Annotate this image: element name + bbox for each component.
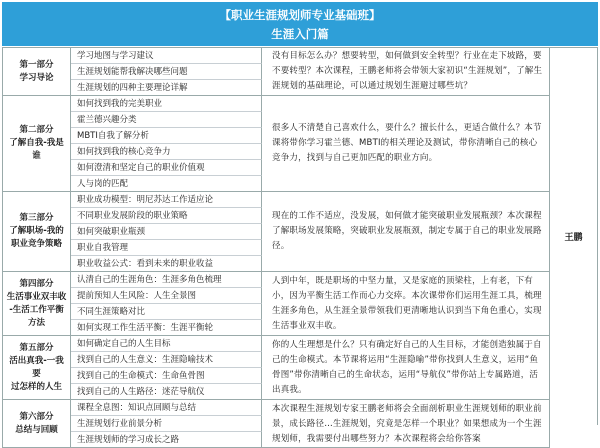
topic-item: 认清自己的生涯角色：生涯多角色梳理 bbox=[71, 272, 262, 288]
topic-item: 霍兰德兴趣分类 bbox=[71, 112, 262, 128]
topic-item: 找到自己的人生路径：迷茫导航仪 bbox=[71, 384, 262, 400]
part-4-label: 第四部分 生活事业双丰收 -生活工作平衡 方法 bbox=[2, 272, 71, 336]
part-1-label bbox=[2, 48, 71, 96]
part-5-label: 第五部分 活出真我-一我要 过怎样的人生 bbox=[2, 336, 71, 400]
course-subtitle: 生涯入门篇 bbox=[271, 27, 329, 41]
topic-item: 职业收益公式：看到未来的职业收益 bbox=[71, 256, 262, 272]
topic-item: 学习地图与学习建议 bbox=[71, 48, 262, 64]
topic-item: 提前预知人生风险：人生全景图 bbox=[71, 288, 262, 304]
part-6-description: 本次课程生涯规划专家王鹏老师将会全面剖析职业生涯规划师的职业前景，成长路径…生涯规划，究竟是怎样一个职业？如果想成为一个生涯规划师，我需要付出哪些努力？本次课程将会给你答案 bbox=[262, 400, 550, 448]
part-1-number: 第一部分 bbox=[19, 59, 54, 70]
topic-item: 生涯规划师的学习成长之路 bbox=[71, 432, 262, 448]
topic-item: 如何找到我的完美职业 bbox=[71, 96, 262, 112]
topic-item: 职业成功模型：明尼苏达工作适应论 bbox=[71, 192, 262, 208]
topic-item: 找到自己的人生意义：生涯隐喻技术 bbox=[71, 352, 262, 368]
topic-item: 如何实现工作生活平衡：生涯平衡轮 bbox=[71, 320, 262, 336]
topic-item: 找到自己的生命模式：生命鱼骨图 bbox=[71, 368, 262, 384]
teacher-name: 王鹏 bbox=[550, 48, 598, 425]
part-3-description: 现在的工作不适应，没发展，如何做才能突破职业发展瓶颈？本次课程了解职场发展策略，突破职业发展瓶颈，制定专属于自己的职业发展路径。 bbox=[262, 192, 550, 272]
topic-item: 不同生涯策略对比 bbox=[71, 304, 262, 320]
part-4-description: 人到中年，既是职场的中坚力量，又是家庭的顶梁柱，上有老，下有小，因为平衡生活工作而心力交瘁。本次课带你们运用生涯工具，梳理生涯多角色，从生涯全景带领我们更清晰地认识到当下角色重心，实现生活事业双丰收。 bbox=[262, 272, 550, 336]
part-2-description: 很多人不清楚自己喜欢什么，要什么？擅长什么，更适合做什么？本节课将带你学习霍兰德、MBTI的相关理论及测试，带你清晰自己的核心竞争力，找到与自己更加匹配的职业方向。 bbox=[262, 96, 550, 192]
part-5-description: 你的人生理想是什么？只有确定好自己的人生目标，才能创造独属于自己的生命模式。本节课将运用“生涯隐喻”带你找到人生意义，运用“鱼骨图”带你清晰自己的生命状态，运用“导航仪”带你站上专属路道，活出真我。 bbox=[262, 336, 550, 400]
topic-item: 生涯规划行业前景分析 bbox=[71, 416, 262, 432]
topic-item: MBTI自我了解分析 bbox=[71, 128, 262, 144]
topic-item: 人与岗的匹配 bbox=[71, 176, 262, 192]
part-3-label: 第三部分 了解职场-我的 职业竞争策略 bbox=[2, 192, 71, 272]
course-title: 【职业生涯规划师专业基础班】 bbox=[219, 8, 381, 22]
topic-item: 生涯规划的四种主要理论详解 bbox=[71, 80, 262, 96]
topic-item: 如何澄清和坚定自己的职业价值观 bbox=[71, 160, 262, 176]
course-grid bbox=[2, 47, 598, 445]
topic-item: 职业自我管理 bbox=[71, 240, 262, 256]
topic-item: 不同职业发展阶段的职业策略 bbox=[71, 208, 262, 224]
topic-item: 如何确定自己的人生目标 bbox=[71, 336, 262, 352]
topic-item: 生涯规划能帮我解决哪些问题 bbox=[71, 64, 262, 80]
part-1-title: 学习导论 bbox=[19, 72, 54, 83]
topic-item: 课程全息图：知识点回顾与总结 bbox=[71, 400, 262, 416]
part-1-description: 没有目标怎么办？想要转型，如何做到安全转型？行业在走下坡路，要不要转型？本次课程，王鹏老师将会带领大家初识“生涯规划”，了解生涯规划的基础理论，可以通过规划生涯避过哪些坑？ bbox=[262, 48, 550, 96]
part-6-label: 第六部分 总结与回顾 bbox=[2, 400, 71, 448]
part-2-label: 第二部分 了解自我-我是 谁 bbox=[2, 96, 71, 192]
topic-item: 如何突破职业瓶颈 bbox=[71, 224, 262, 240]
topic-item: 如何找到我的核心竞争力 bbox=[71, 144, 262, 160]
table-header bbox=[2, 2, 598, 46]
